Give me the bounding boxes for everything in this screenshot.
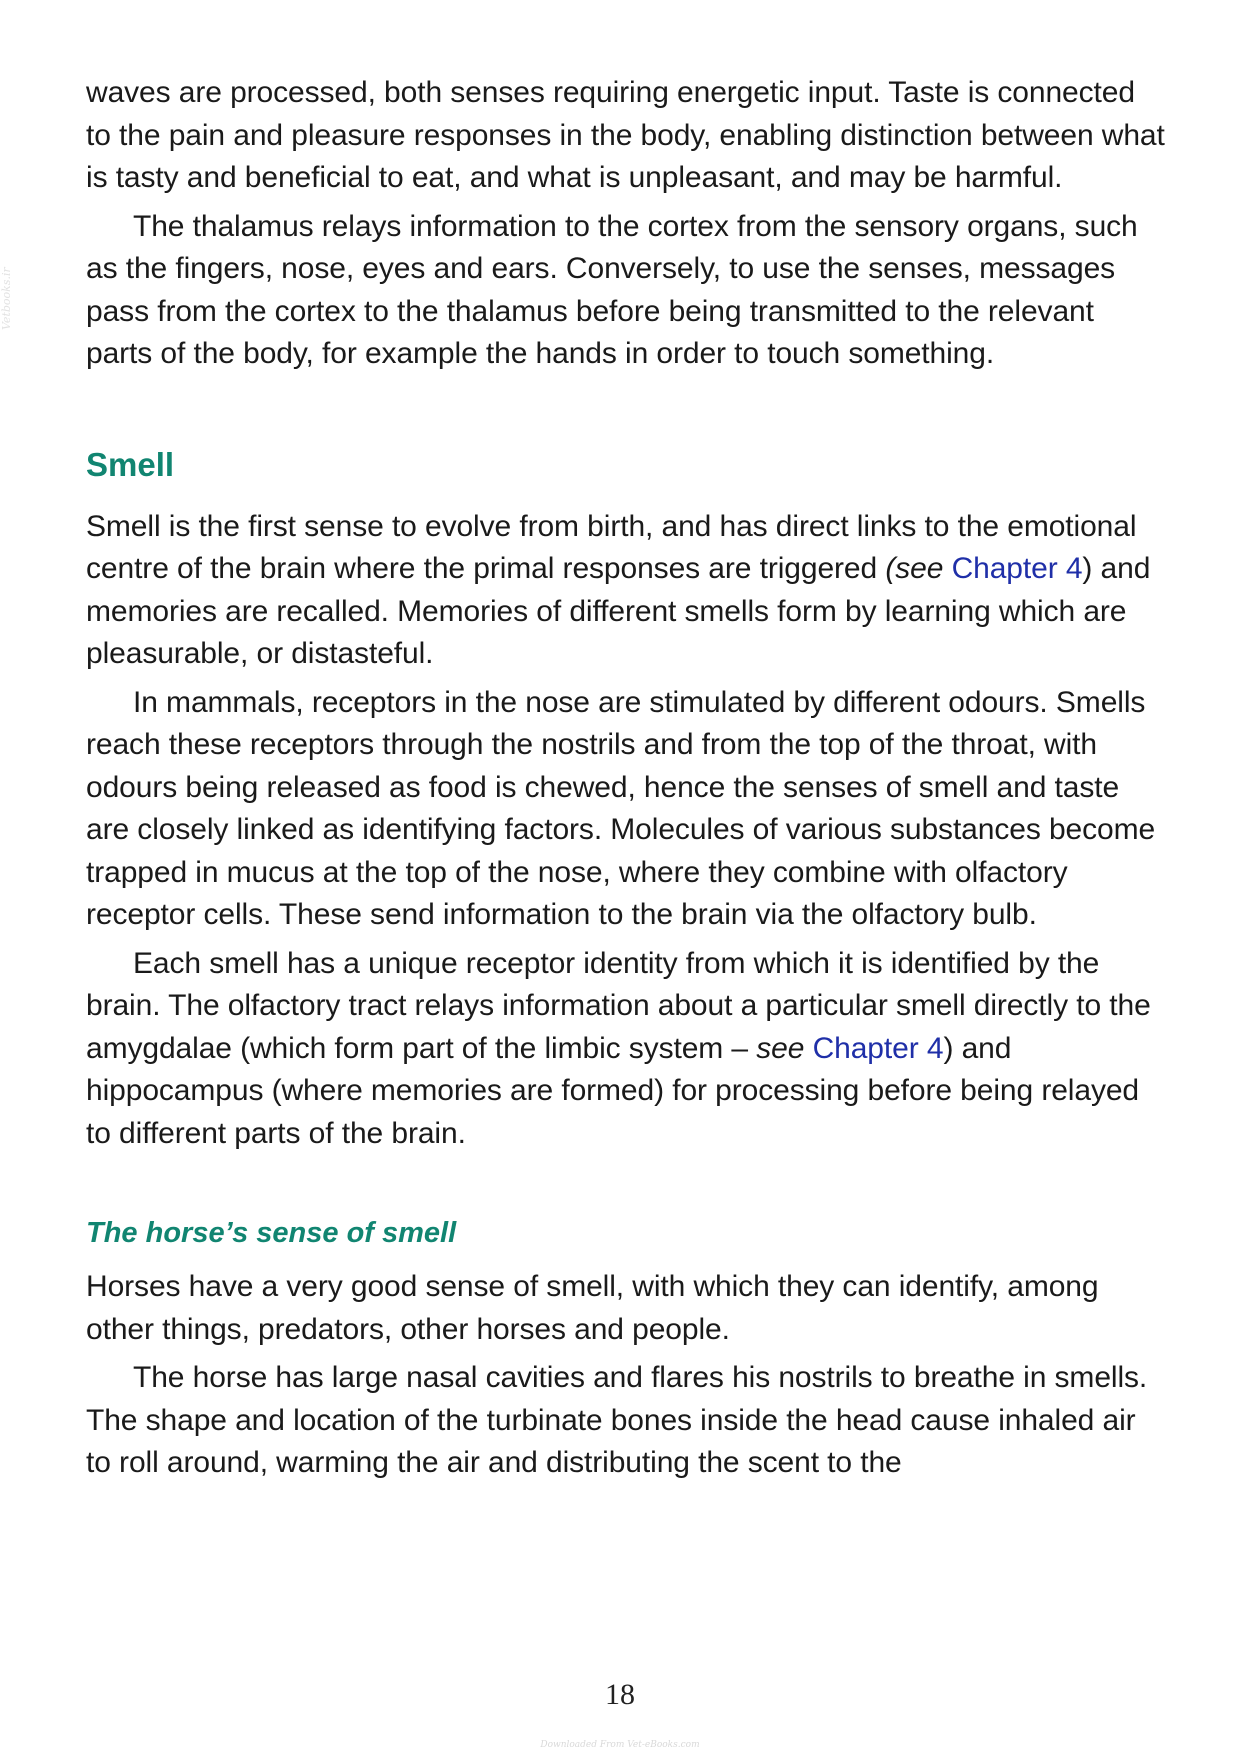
paragraph-receptor-identity xyxy=(86,943,1166,1156)
text-run: ) and memories are recalled. Memories of different smells form by learning which are pleasurable, or distasteful. xyxy=(86,552,1151,670)
italic-see: see xyxy=(756,1031,805,1065)
text-space xyxy=(943,552,951,585)
italic-see: (see xyxy=(885,552,944,585)
paragraph-thalamus: The thalamus relays information to the cortex from the sensory organs, such as the fingers, nose, eyes and ears. Conversely, to use the senses, messages pass from the cortex to the thalamus before being transmitted to the relevant parts of the body, for example the hands in order to touch something. xyxy=(86,209,1138,370)
page-number: 18 xyxy=(605,1678,635,1711)
subsection-heading-horse-smell: The horse’s sense of smell xyxy=(86,1217,457,1249)
text-run: Smell is the first sense to evolve from birth, and has direct links to the emotional centre of the brain where the primal responses are triggered xyxy=(86,509,1137,585)
paragraph-taste-continued: waves are processed, both senses requiring energetic input. Taste is connected to the pain and pleasure responses in the body, enabling distinction between what is tasty and beneficial to eat, and what is unpleasant, and may be harmful. xyxy=(86,76,1165,194)
side-watermark: Vetbooks.ir xyxy=(0,267,13,330)
page-content xyxy=(86,72,1166,1485)
section-heading-smell: Smell xyxy=(86,445,175,483)
paragraph-nasal-cavities: The horse has large nasal cavities and flares his nostrils to breathe in smells. The shape and location of the turbinate bones inside the head cause inhaled air to roll around, warming the air and distributing the scent to the xyxy=(86,1361,1148,1479)
paragraph-mammals-receptors: In mammals, receptors in the nose are stimulated by different odours. Smells reach these receptors through the nostrils and from the top of the throat, with odours being released as food is chewed, hence the senses of smell and taste are closely linked as identifying factors. Molecules of various substances become trapped in mucus at the top of the nose, where they combine with olfactory receptor cells. These send information to the brain via the olfactory bulb. xyxy=(86,685,1156,931)
chapter-4-link[interactable]: Chapter 4 xyxy=(812,1031,944,1065)
paragraph-smell-intro xyxy=(86,506,1166,676)
text-space xyxy=(804,1032,812,1065)
text-run: Each smell has a unique receptor identity from which it is identified by the brain. The olfactory tract relays information about a particular smell directly to the amygdalae (which form part of the limbic system – xyxy=(86,946,1151,1065)
chapter-4-link[interactable]: Chapter 4 xyxy=(951,552,1083,585)
paragraph-horse-smell-intro: Horses have a very good sense of smell, with which they can identify, among other things, predators, other horses and people. xyxy=(86,1270,1099,1346)
bottom-watermark: Downloaded From Vet-eBooks.com xyxy=(540,1740,700,1750)
text-run: ) and hippocampus (where memories are formed) for processing before being relayed to different parts of the brain. xyxy=(86,1031,1140,1150)
